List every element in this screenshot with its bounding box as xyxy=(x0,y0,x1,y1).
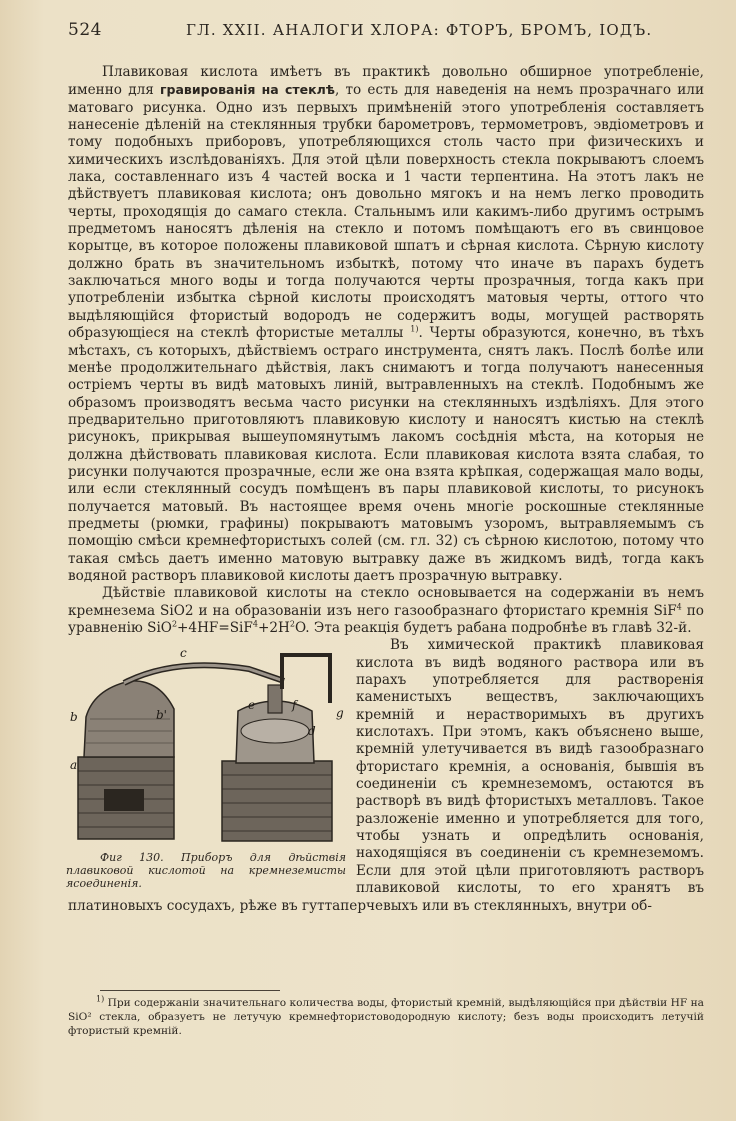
apparatus-illustration xyxy=(64,639,346,849)
superscript: 2 xyxy=(289,619,295,629)
label-c: c xyxy=(180,646,187,661)
paragraph-1-text-c: . Черты образуются, конечно, въ тѣхъ мѣстахъ, съ которыхъ, дѣйствіемъ остраго инструмента, снятъ лакъ. Послѣ болѣе или менѣе продолжительнаго дѣйствія, лакъ снимаютъ и тогда получаютъ нанесенныя остріемъ черты въ видѣ матовыхъ линій, вытравленныхъ на стеклѣ. Подобнымъ же образомъ производятъ весьма часто рисунки на стеклянныхъ издѣліяхъ. Для этого предварительно приготовляютъ плавиковую кислоту и наносятъ кистью на стеклѣ рисунокъ, прикрывая вышеупомянутымъ лакомъ сосѣднія мѣста, на которыя не должна дѣйствовать плавиковая кислота. Если плавиковая кислота взята слабая, то рисунки получаются прозрачные, если же она взята крѣпкая, содержащая мало воды, или если стеклянный сосудъ помѣщенъ въ пары плавиковой кислоты, то рисунокъ получается матовый. Въ настоящее время очень многіе роскошные стеклянные предметы (рюмки, графины) покрываютъ матовымъ узоромъ, вытравляемымъ съ помощію смѣси кремнефтористыхъ солей (см. гл. 32) съ сѣрною кислотою, потому что такая смѣсь даетъ именно матовую вытравку даже въ жидкомъ видѣ, тогда какъ водяной растворъ плавиковой кислоты даетъ прозрачную вытравку. xyxy=(68,325,704,584)
main-text xyxy=(68,64,704,915)
label-f: f xyxy=(292,698,297,713)
label-d: d xyxy=(308,724,316,739)
label-a: a xyxy=(70,758,78,773)
figure-130 xyxy=(64,639,346,891)
running-title: ГЛ. XXII. АНАЛОГИ ХЛОРА: ФТОРЪ, БРОМЪ, ІОДЪ. xyxy=(186,21,653,39)
label-g: g xyxy=(336,706,344,721)
paragraph-2-text-c: +4HF=SiF xyxy=(177,620,253,636)
footnote-reference: 1) xyxy=(410,324,419,334)
paragraph-1 xyxy=(68,64,704,585)
paragraph-3-text: Въ химической практикѣ плавиковая кислота въ видѣ водяного раствора или въ парахъ употребляется для растворенія каменистыхъ веществъ, заключающихъ кремній и нерастворимыхъ въ другихъ кислотахъ. При этомъ, какъ объяснено выше, кремній улетучивается въ видѣ газообразнаго фтористаго кремнія, а основанія, бывшія въ соединеніи съ кремнеземомъ, остаются въ растворѣ въ видѣ фтористыхъ металловъ. Такое разложеніе именно и употребляется для того, чтобы узнать и опредѣлить основанія, находящіяся въ соединеніи съ кремнеземомъ. Если для этой цѣли приготовляютъ растворъ плавиковой кислоты, то его хранятъ въ платиновыхъ сосудахъ, рѣже въ гуттаперчевыхъ или въ стеклянныхъ, внутри об- xyxy=(68,637,704,914)
paragraph-3 xyxy=(68,637,704,915)
paragraph-2-text-a: Дѣйствіе плавиковой кислоты на стекло основывается на содержаніи въ немъ кремнезема SiO2 и на образованіи изъ него газообразнаго фтористаго кремнія SiF xyxy=(68,585,704,619)
label-e: e xyxy=(248,698,256,713)
paragraph-2 xyxy=(68,585,704,637)
paragraph-2-text-d: +2H xyxy=(257,620,290,636)
footnote-marker: 1) xyxy=(96,994,105,1004)
label-b: b xyxy=(70,710,78,725)
running-header xyxy=(68,20,708,44)
footnote xyxy=(68,996,704,1038)
superscript: 4 xyxy=(252,619,258,629)
paragraph-1-text-a: Плавиковая кислота имѣетъ въ практикѣ довольно обширное употребленіе, именно для xyxy=(68,64,704,99)
emphasized-term: гравированія на стеклѣ xyxy=(160,82,335,98)
page-number: 524 xyxy=(68,20,102,40)
figure-caption: Фиг 130. Приборъ для дѣйствія плавиковой кислотой на кремнеземисты ясоединенія. xyxy=(66,851,346,891)
superscript: 2 xyxy=(171,619,178,629)
paragraph-2-text-e: O. Эта реакція будетъ рабана подробнѣе въ главѣ 32-й. xyxy=(294,620,692,636)
paragraph-2-text-b: по уравненію SiO xyxy=(68,602,704,636)
footnote-divider xyxy=(100,990,280,991)
footnote-paragraph xyxy=(68,996,704,1038)
paragraph-1-text-b: , то есть для наведенія на немъ прозрачнаго или матоваго рисунка. Одно изъ первыхъ примѣненій этого употребленія составляетъ нанесеніе дѣленій на стеклянныя трубки барометровъ, термометровъ, эвдіометровъ и тому подобныхъ приборовъ, употребляющихся столь часто при физическихъ и химическихъ изслѣдованіяхъ. Для этой цѣли поверхность стекла покрываютъ слоемъ лака, составленнаго изъ 4 частей воска и 1 части терпентина. На этотъ лакъ не дѣйствуетъ плавиковая кислота; онъ довольно мягокъ и на немъ легко проводить черты, проходящія до самаго стекла. Стальнымъ или какимъ-либо другимъ острымъ предметомъ наносятъ дѣленія на стекло и потомъ помѣщаютъ его въ свинцовое корытце, въ которое положены плавиковой шпатъ и сѣрная кислота. Сѣрную кислоту должно брать въ значительномъ избыткѣ, потому что иначе въ парахъ будетъ заключаться много воды и тогда получаются черты прозрачныя, тогда какъ при употребленіи избытка сѣрной кислоты происходятъ матовыя черты, оттого что выдѣляющійся фтористый водородъ не содержитъ воды, могущей растворять образующіеся на стеклѣ фтористые металлы xyxy=(68,82,704,342)
superscript: 4 xyxy=(676,602,682,612)
footnote-text: При содержаніи значительнаго количества воды, фтористый кремній, выдѣляющійся при дѣйствіи HF на SiO² стекла, образуетъ не летучую кремнефтористоводородную кислоту; безъ воды происходитъ летучій фтористый кремній. xyxy=(68,997,704,1037)
label-b-prime: b' xyxy=(156,708,167,723)
